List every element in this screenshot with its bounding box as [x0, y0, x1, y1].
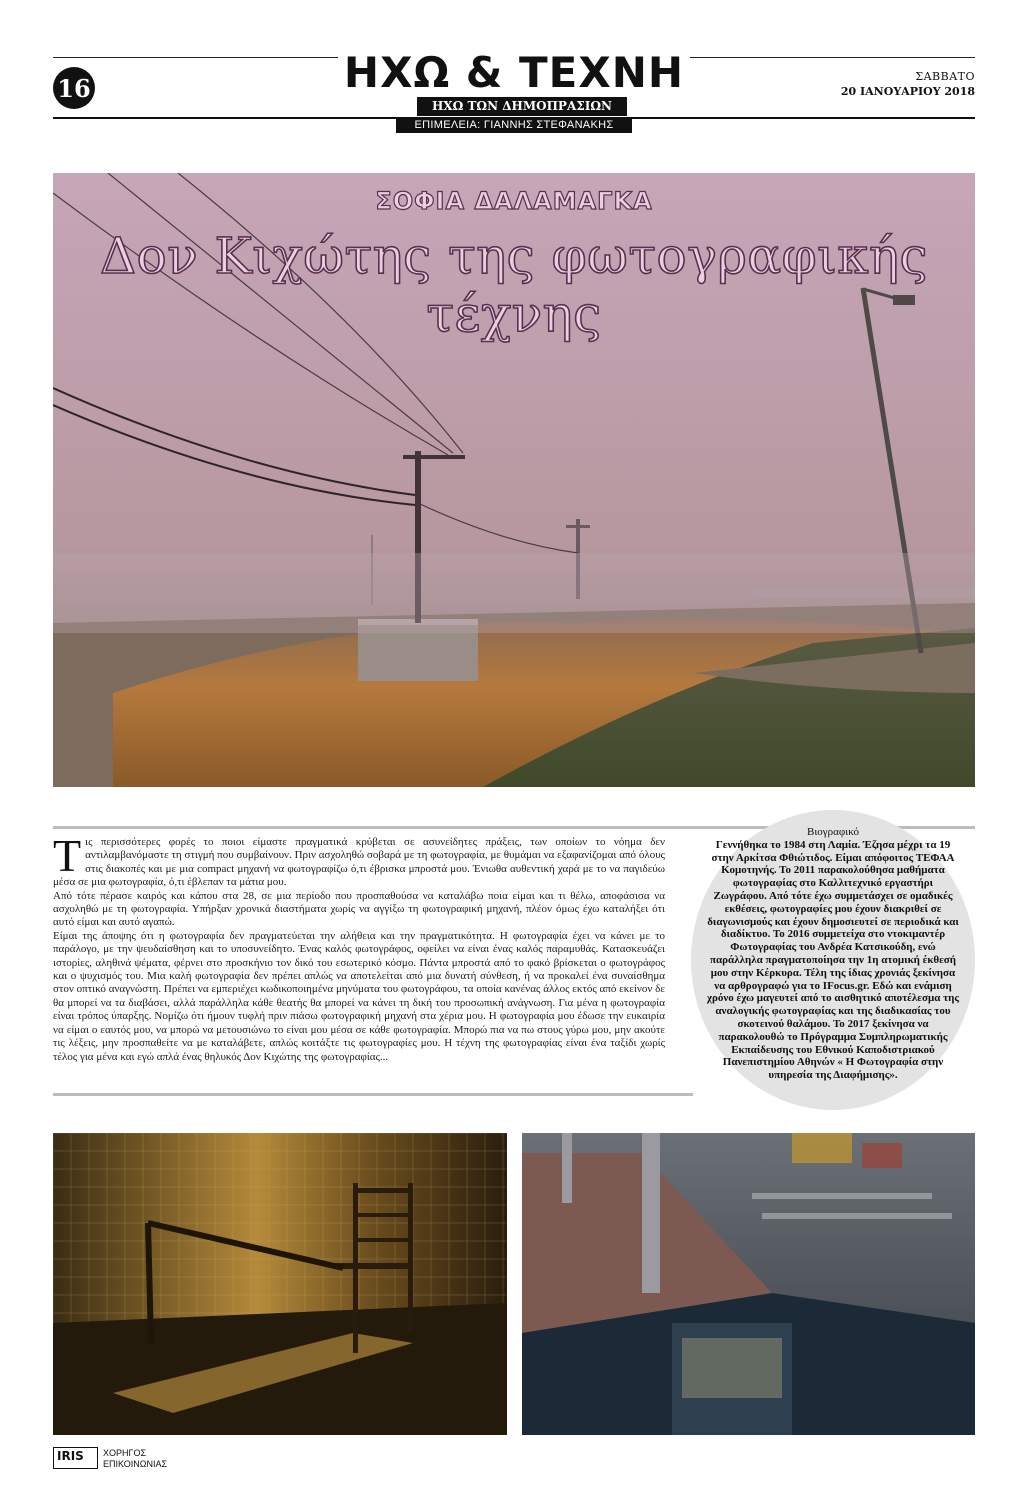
article-paragraph: Από τότε πέρασε καιρός και κάπου στα 28, σε μια περίοδο που προσπαθούσα να καταλάβω ποια είμαι και τι θέλω, αποφάσισα να ασχοληθώ με τη φωτογραφία. Υπήρξαν χρονικά διαστήματα χωρίς να αγγίξω τη φωτογραφική μηχανή, πλέον όμως έχω καταλήξει ότι αυτό είμαι και αυτό αγαπώ. [53, 889, 665, 929]
header-top-rule-left [53, 57, 338, 58]
issue-date: 20 ΙΑΝΟΥΑΡΙΟΥ 2018 [840, 85, 975, 98]
sponsor-logo-text: IRIS [57, 1449, 84, 1463]
sponsor-line-2: ΕΠΙΚΟΙΝΩΝΙΑΣ [103, 1459, 168, 1469]
drop-cap: Τ [53, 830, 82, 881]
street-reflection-photo [522, 1133, 975, 1435]
article-paragraph: Είμαι της άποψης ότι η φωτογραφία δεν πραγματεύεται την αλήθεια και την πραγματικότητα. Η φωτογραφία έχει να κάνει με το παράλογο, με την ψευδαίσθηση και το υποσυνείδητο. Ένας καλός φωτογράφος, οφείλει να είναι ένας καλός παραμυθάς. Κατασκευάζει ιστορίες, αληθινά ψέματα, φέρνει στο προσκήνιο τον δικό του εσωτερικό κόσμο. Πάντα μπροστά από το φακό βρίσκεται ο φωτογράφος και ο ψυχισμός του. Μια καλή φωτογραφία δεν πρέπει απλώς να αποτελείται από μια δυνατή σύνθεση, ή να προκαλεί ένα συναίσθημα στον οπτικό αναγνώστη. Πρέπει να εμπεριέχει κωδικοποιημένα μηνύματα του φωτογράφου, τα οποία κανένας άλλος εκτός από εκείνον δε θα μπορεί να τα διαβάσει, αλλά παράλληλα κάθε θεατής θα μπορεί να κάνει τη δική του προσωπική ανάγνωση. Για μένα η φωτογραφία είναι τρόπος ύπαρξης. Νομίζω ότι ήμουν τυφλή πριν πιάσω φωτογραφική μηχανή στα χέρια μου. Η φωτογραφία μου έδωσε την ευκαιρία να είμαι ο εαυτός μου, να μπορώ να μετουσιώνω το είναι μου μέσα σε κάθε φωτογραφία. Μπορώ πια να πω στους γύρω μου, μην ακούτε τις λέξεις, μην προσπαθείτε να με καταλάβετε, απλώς κοιτάξτε τις φωτογραφίες μου. Η τέχνη της φωτογραφίας είναι ένα ταξίδι χωρίς τέλος για μένα και εγώ απλά ένας θηλυκός Δον Κιχώτης της φωτογραφίας... [53, 929, 665, 1063]
biography-title: Βιογραφικό [806, 826, 860, 838]
biography [691, 826, 975, 1082]
photo-street-reflection [522, 1133, 975, 1435]
page-number: 16 [53, 67, 95, 109]
header-top-rule-right [690, 57, 975, 58]
sponsor-label [103, 1448, 167, 1470]
date-block [841, 70, 975, 98]
article-author: ΣΟΦΙΑ ΔΑΛΑΜΑΓΚΑ [375, 187, 653, 215]
subsection-label: ΗΧΩ ΤΩΝ ΔΗΜΟΠΡΑΣΙΩΝ [417, 97, 627, 116]
article-body [53, 830, 665, 1064]
photo-chair [53, 1133, 507, 1435]
article-headline: Δον Κιχώτης της φωτογραφικής τέχνης [100, 227, 928, 343]
sponsor-logo [53, 1447, 98, 1469]
biography-text: Γεννήθηκα το 1984 στη Λαμία. Έζησα μέχρι τα 19 στην Αρκίτσα Φθιώτιδος. Είμαι απόφοιτος ΤΕΦΑΑ Κομοτηνής. Το 2011 παρακολούθησα μαθήματα φωτογραφίας στο Καλλιτεχνικό εργαστήρι Ζωγράφου. Από τότε έχω συμμετάσχει σε ομαδικές εκθέσεις, φωτογραφίες μου έχουν διακριθεί σε διαγωνισμούς και έχουν δημοσιευτεί σε περιοδικά και διαδίκτυο. Το 2016 συμμετείχα στο ντοκιμαντέρ Φωτογραφίας του Ανδρέα Κατσικούδη, ενώ παράλληλα πραγματοποίησα την 1η ατομική έκθεσή μου στην Κέρκυρα. Τέλη της ίδιας χρονιάς ξεκίνησα να αρθρογραφώ για το IFocus.gr. Εδώ και ενάμιση χρόνο έχω μαγευτεί από το αισθητικό αποτέλεσμα της αναλογικής φωτογραφίας και της διαδικασίας του σκοτεινού θαλάμου. Το 2017 ξεκίνησα να παρακολουθώ το Πρόγραμμα Συμπληρωματικής Εκπαίδευσης του Εθνικού Καποδιστριακού Πανεπιστημίου Αθηνών « Η Φωτογραφία στην υπηρεσία της Διαφήμισης». [706, 838, 960, 1082]
issue-day: ΣΑΒΒΑΤΟ [915, 70, 975, 83]
hero-photo [53, 173, 975, 787]
sponsor-line-1: ΧΟΡΗΓΟΣ [103, 1448, 147, 1458]
chair-photo [53, 1133, 507, 1435]
article-paragraph: ις περισσότερες φορές το ποιοι είμαστε πραγματικά κρύβεται σε ασυνείδητες πράξεις, των οποίων το νόημα δεν αντιλαμβανόμαστε τη στιγμή που συμβαίνουν. Πριν ασχοληθώ σοβαρά με τη φωτογραφία, με θυμάμαι να εξαφανίζομαι από όλους στις διακοπές και με μια compact μηχανή να φωτογραφίζω ό,τι έβρισκα μπροστά μου. Ένιωθα αυθεντική χαρά με το να παγιδεύω μέσα σε μια φωτογραφία, ό,τι έβλεπαν τα μάτια μου. [53, 836, 665, 889]
editor-credit: ΕΠΙΜΕΛΕΙΑ: ΓΙΑΝΝΗΣ ΣΤΕΦΑΝΑΚΗΣ [396, 118, 632, 133]
article-bottom-rule [53, 1093, 693, 1096]
section-title: ΗΧΩ & ΤΕΧΝΗ [343, 48, 685, 97]
